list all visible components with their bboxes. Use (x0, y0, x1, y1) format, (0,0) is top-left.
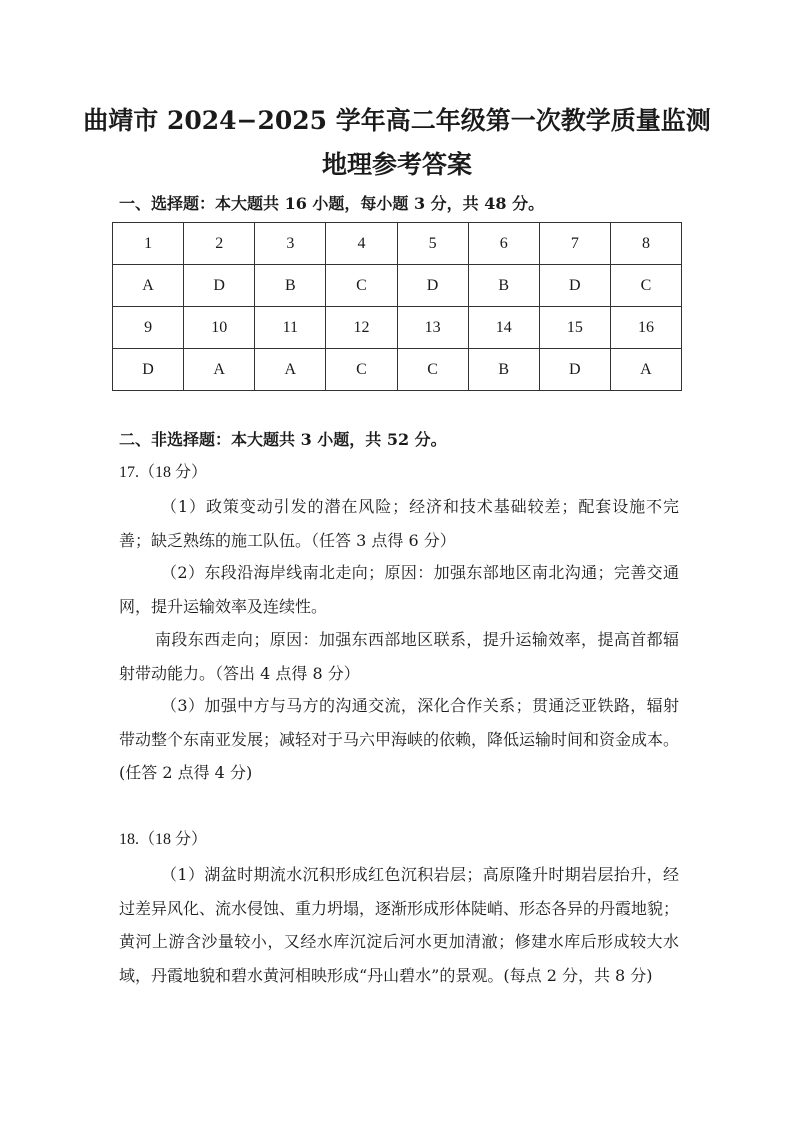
question-17-answer-2: （2）东段沿海岸线南北走向；原因：加强东部地区南北沟通；完善交通网，提升运输效率及连续性。 (119, 563, 679, 616)
question-17-answer-3: （3）加强中方与马方的沟通交流，深化合作关系；贯通泛亚铁路，辐射带动整个东南亚发展；减轻对于马六甲海峡的依赖，降低运输时间和资金成本。(任答 2 点得 4 分) (119, 696, 680, 782)
answer-cell: C (326, 265, 397, 307)
question-number-cell: 13 (397, 307, 468, 349)
answer-table (112, 222, 682, 391)
table-row (113, 307, 682, 349)
question-number-cell: 1 (113, 223, 184, 265)
question-number-cell: 16 (610, 307, 681, 349)
question-17-answer-2-continued: 南段东西走向；原因：加强东西部地区联系，提升运输效率，提高首都辐射带动能力。（答出 4 点得 8 分） (119, 630, 679, 683)
answer-cell: A (255, 349, 326, 391)
page-title: 曲靖市 2024−2025 学年高二年级第一次教学质量监测 (83, 106, 711, 135)
question-number-cell: 2 (184, 223, 255, 265)
answer-cell: D (184, 265, 255, 307)
answer-cell: B (255, 265, 326, 307)
table-row (113, 223, 682, 265)
answer-cell: D (539, 265, 610, 307)
table-row (113, 265, 682, 307)
question-number-cell: 4 (326, 223, 397, 265)
question-number-cell: 11 (255, 307, 326, 349)
answer-cell: D (113, 349, 184, 391)
question-number-cell: 6 (468, 223, 539, 265)
question-number-cell: 9 (113, 307, 184, 349)
question-18-number: 18.（18 分） (119, 831, 208, 848)
answer-cell: D (397, 265, 468, 307)
section-1-heading: 一、选择题：本大题共 16 小题，每小题 3 分，共 48 分。 (119, 194, 545, 213)
answer-cell: C (326, 349, 397, 391)
question-number-cell: 8 (610, 223, 681, 265)
table-row (113, 349, 682, 391)
answer-cell: D (539, 349, 610, 391)
question-number-cell: 5 (397, 223, 468, 265)
question-17-answer-1: （1）政策变动引发的潜在风险；经济和技术基础较差；配套设施不完善；缺乏熟练的施工队伍。（任答 3 点得 6 分） (119, 497, 679, 550)
question-number-cell: 15 (539, 307, 610, 349)
question-number-cell: 10 (184, 307, 255, 349)
answer-cell: C (397, 349, 468, 391)
question-number-cell: 3 (255, 223, 326, 265)
answer-cell: A (113, 265, 184, 307)
answer-cell: B (468, 265, 539, 307)
answer-cell: C (610, 265, 681, 307)
page-subtitle: 地理参考答案 (321, 150, 472, 179)
question-number-cell: 12 (326, 307, 397, 349)
section-2-heading: 二、非选择题：本大题共 3 小题，共 52 分。 (119, 430, 447, 449)
answer-cell: A (610, 349, 681, 391)
question-17-number: 17.（18 分） (119, 464, 208, 481)
question-18-answer-1: （1）湖盆时期流水沉积形成红色沉积岩层；高原隆升时期岩层抬升，经过差异风化、流水侵蚀、重力坍塌，逐渐形成形体陡峭、形态各异的丹霞地貌；黄河上游含沙量较小，又经水库沉淀后河水更加清澈；修建水库后形成较大水域，丹霞地貌和碧水黄河相映形成“丹山碧水”的景观。(每点 2 分，共 8 分) (119, 865, 680, 985)
answer-cell: A (184, 349, 255, 391)
question-number-cell: 7 (539, 223, 610, 265)
question-number-cell: 14 (468, 307, 539, 349)
answer-cell: B (468, 349, 539, 391)
